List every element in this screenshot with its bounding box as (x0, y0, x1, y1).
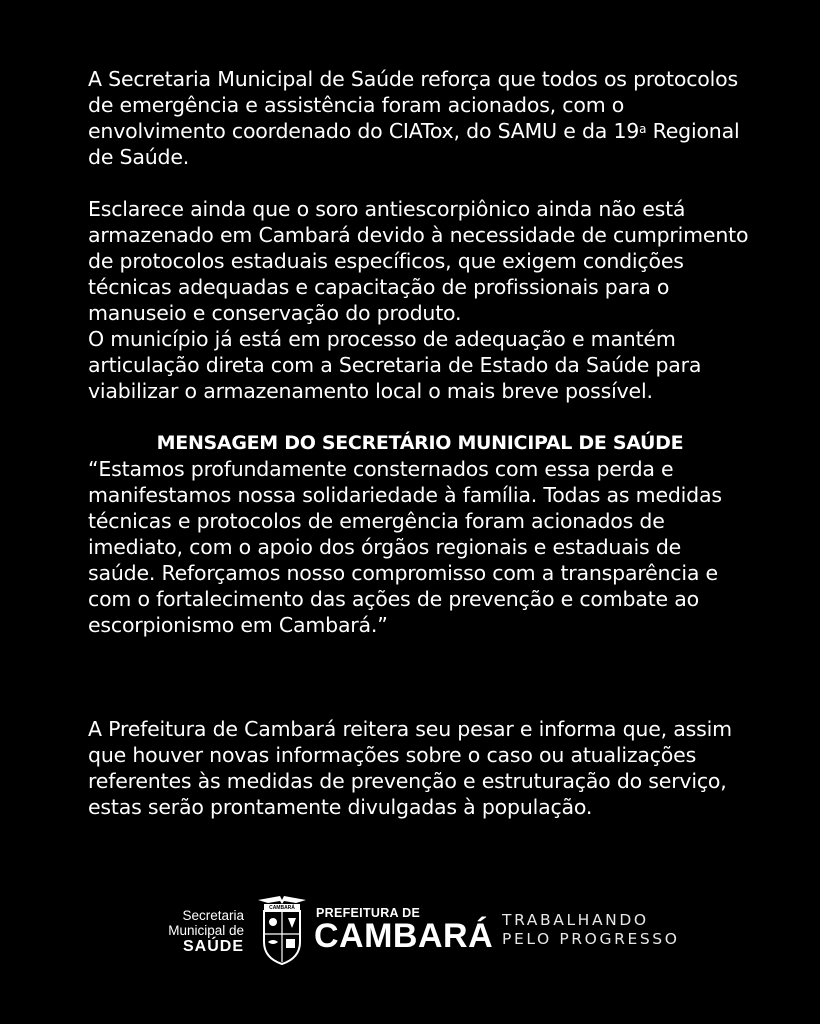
slogan-line1: TRABALHANDO (502, 911, 649, 929)
paragraph-closing: A Prefeitura de Cambará reitera seu pesar e informa que, assim que houver novas informações sobre o caso ou atualizações referentes às medidas de prevenção e estruturação do serviço, estas serão prontamente divulgadas à população. (88, 717, 732, 819)
announcement-body (88, 66, 752, 820)
paragraph-protocols (88, 66, 752, 170)
secretaria-line2: Municipal de (168, 923, 244, 938)
paragraph-protocols-text: A Secretaria Municipal de Saúde reforça que todos os protocolos de emergência e assistência foram acionados, com o envolvimento coordenado do CIATox, do SAMU e da 19 (88, 67, 738, 143)
slogan (502, 911, 680, 949)
secretaria-line1: Secretaria (182, 908, 244, 923)
crest-label: CAMBARÁ (269, 905, 295, 911)
superscript-a: a (639, 122, 647, 136)
coat-of-arms-icon (256, 892, 308, 966)
secretary-quote: “Estamos profundamente consternados com essa perda e manifestamos nossa solidariedade à família. Todas as medidas técnicas e protocolos de emergência foram acionados de imediato, com o apoio dos órgãos regionais e estaduais de saúde. Reforçamos nosso compromisso com a transparência e com o fortalecimento das ações de prevenção e combate ao escorpionismo em Cambará.” (88, 457, 722, 637)
paragraph-protocols-end: Regional de Saúde. (88, 119, 740, 169)
footer-logos (0, 892, 820, 968)
cambara-wordmark: CAMBARÁ (314, 917, 494, 955)
slogan-line2: PELO PROGRESSO (502, 930, 680, 948)
secretaria-line3: SAÚDE (182, 938, 244, 955)
paragraph-adequacy: O município já está em processo de adequação e mantém articulação direta com a Secretaria de Estado da Saúde para viabilizar o armazenamento local o mais breve possível. (88, 327, 702, 403)
paragraph-serum: Esclarece ainda que o soro antiescorpiônico ainda não está armazenado em Cambará devido à necessidade de cumprimento de protocolos estaduais específicos, que exigem condições técnicas adequadas e capacitação de profissionais para o manuseio e conservação do produto. (88, 197, 749, 325)
prefeitura-de-label: PREFEITURA DE (316, 906, 421, 920)
secretaria-saude-logo (150, 908, 244, 956)
secretary-message-heading: MENSAGEM DO SECRETÁRIO MUNICIPAL DE SAÚDE (156, 432, 684, 454)
